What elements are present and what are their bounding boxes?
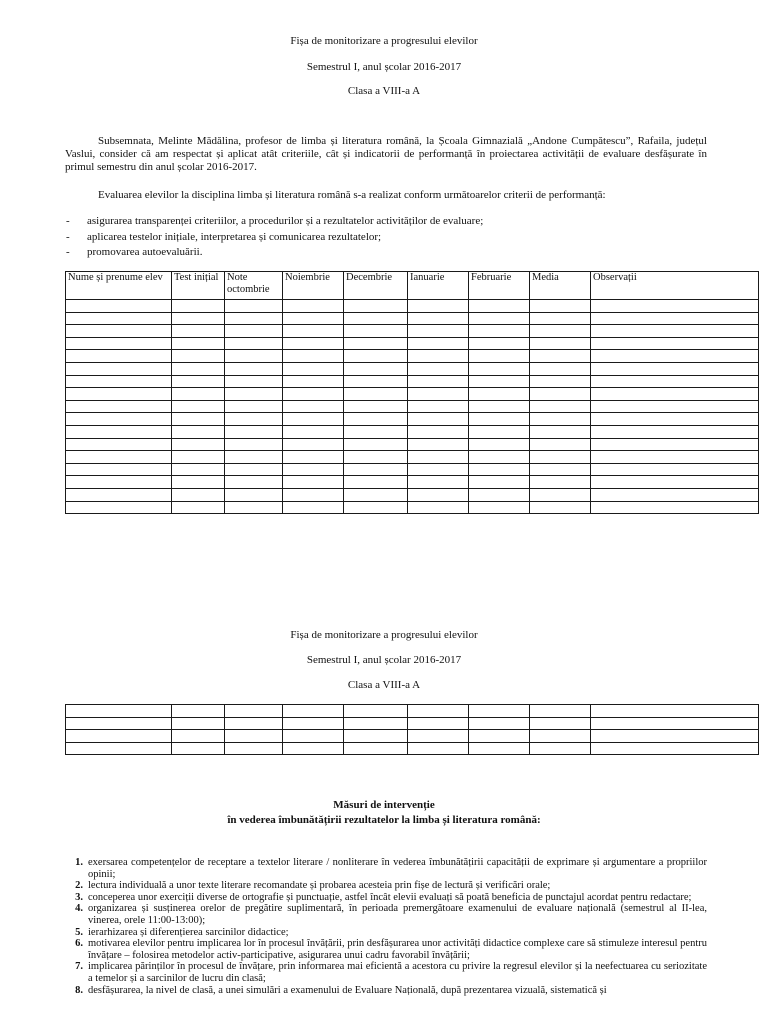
table-cell [225, 325, 283, 338]
table-cell [225, 375, 283, 388]
bullet-item: - promovarea autoevaluării. [66, 246, 203, 258]
table-cell [344, 717, 408, 730]
table-cell [591, 350, 759, 363]
table-cell [408, 337, 469, 350]
table-cell [344, 325, 408, 338]
table-cell [283, 705, 344, 718]
table-cell [469, 337, 530, 350]
table-cell [530, 438, 591, 451]
list-item: 7. implicarea părinților în procesul de învățare, prin informarea mai eficientă a acestora cu privire la regresul elevilor și la neefectuarea cu seriozitate a temelor și a sarcinilor de lucru din clasă; [75, 961, 707, 984]
table-cell [408, 501, 469, 514]
table-cell [66, 451, 172, 464]
table-row [66, 312, 759, 325]
table-cell [344, 451, 408, 464]
table-row [66, 705, 759, 718]
table-cell [344, 742, 408, 755]
table-cell [469, 350, 530, 363]
table-cell [225, 388, 283, 401]
table-cell [469, 413, 530, 426]
table-cell [408, 488, 469, 501]
class-line-2: Clasa a VIII-a A [347, 679, 421, 691]
table-cell [408, 325, 469, 338]
measures-title: Măsuri de intervenție [333, 799, 435, 811]
table-cell [344, 501, 408, 514]
table-cell [172, 705, 225, 718]
table-cell [408, 717, 469, 730]
table-cell [408, 476, 469, 489]
table-cell [469, 438, 530, 451]
measures-list [65, 857, 707, 996]
table-cell [344, 463, 408, 476]
list-item: 4. organizarea și susținerea orelor de pregătire suplimentară, în perioada premergătoare examenului de evaluare națională (semestrul al II-lea, vinerea, orele 11:00-13:00); [75, 903, 707, 926]
table-cell [530, 501, 591, 514]
table-row [66, 717, 759, 730]
table-cell [66, 501, 172, 514]
table-cell [344, 488, 408, 501]
table-cell [66, 438, 172, 451]
list-item: 1. exersarea competențelor de receptare a textelor literare / nonliterare în vederea îmbunătățirii capacității de exprimare și argumentare a propriilor opinii; [75, 857, 707, 880]
table-cell [172, 730, 225, 743]
table-cell [469, 375, 530, 388]
table-cell [172, 300, 225, 313]
table-cell [530, 375, 591, 388]
table-cell [225, 742, 283, 755]
table-cell [591, 325, 759, 338]
table-row [66, 742, 759, 755]
table-cell [344, 388, 408, 401]
table-cell [66, 375, 172, 388]
table-cell [469, 362, 530, 375]
table-row [66, 388, 759, 401]
bullet-item: - aplicarea testelor inițiale, interpretarea și comunicarea rezultatelor; [66, 231, 382, 243]
table-row [66, 413, 759, 426]
table-cell [530, 451, 591, 464]
header-november: Noiembrie [283, 272, 344, 300]
table-cell [172, 325, 225, 338]
table-cell [344, 362, 408, 375]
table-cell [66, 400, 172, 413]
table-row [66, 300, 759, 313]
header-observations: Observații [591, 272, 759, 300]
table-cell [591, 476, 759, 489]
header-january: Ianuarie [408, 272, 469, 300]
table-cell [172, 425, 225, 438]
table-cell [225, 705, 283, 718]
table-cell [344, 438, 408, 451]
table-cell [408, 400, 469, 413]
table-cell [530, 717, 591, 730]
table-cell [591, 705, 759, 718]
header-october: Note octombrie [225, 272, 283, 300]
table-cell [283, 388, 344, 401]
header-february: Februarie [469, 272, 530, 300]
table-cell [225, 413, 283, 426]
list-item: 3. conceperea unor exerciții diverse de ortografie și punctuație, astfel încât elevii evaluați să poată beneficia de punctajul acordat pentru redactare; [75, 891, 692, 903]
table-cell [283, 337, 344, 350]
table-cell [591, 425, 759, 438]
table-cell [469, 451, 530, 464]
table-cell [66, 388, 172, 401]
table-cell [283, 362, 344, 375]
table-cell [530, 730, 591, 743]
table-cell [172, 451, 225, 464]
table-cell [591, 463, 759, 476]
table-cell [225, 438, 283, 451]
table-row [66, 425, 759, 438]
table-cell [66, 730, 172, 743]
table-cell [408, 362, 469, 375]
table-cell [591, 730, 759, 743]
table-cell [225, 451, 283, 464]
table-cell [408, 463, 469, 476]
table-cell [591, 717, 759, 730]
header-name: Nume și prenume elev [66, 272, 172, 300]
header-average: Media [530, 272, 591, 300]
table-row [66, 488, 759, 501]
table-cell [591, 337, 759, 350]
table-cell [469, 463, 530, 476]
table-cell [172, 388, 225, 401]
table-cell [66, 350, 172, 363]
table-row [66, 501, 759, 514]
table-cell [283, 438, 344, 451]
table-cell [66, 717, 172, 730]
table-cell [283, 325, 344, 338]
table-cell [591, 312, 759, 325]
table-cell [591, 300, 759, 313]
table-cell [344, 350, 408, 363]
list-item: 5. ierarhizarea și diferențierea sarcinilor didactice; [75, 926, 289, 938]
table-cell [172, 413, 225, 426]
table-row [66, 375, 759, 388]
table-cell [408, 425, 469, 438]
table-cell [344, 400, 408, 413]
table-cell [66, 325, 172, 338]
table-cell [408, 705, 469, 718]
table-cell [283, 717, 344, 730]
table-cell [469, 717, 530, 730]
table-cell [225, 501, 283, 514]
table-cell [283, 501, 344, 514]
table-row [66, 451, 759, 464]
table-cell [344, 730, 408, 743]
table-cell [172, 362, 225, 375]
table-cell [344, 375, 408, 388]
table-cell [225, 488, 283, 501]
table-cell [172, 375, 225, 388]
table-cell [530, 413, 591, 426]
table-cell [283, 375, 344, 388]
table-cell [408, 350, 469, 363]
table-cell [530, 742, 591, 755]
table-cell [66, 300, 172, 313]
table-cell [469, 501, 530, 514]
table-cell [66, 425, 172, 438]
table-cell [225, 337, 283, 350]
table-cell [283, 413, 344, 426]
table-cell [408, 413, 469, 426]
table-cell [283, 742, 344, 755]
table-cell [66, 312, 172, 325]
table-cell [530, 425, 591, 438]
table-cell [469, 300, 530, 313]
table-row [66, 438, 759, 451]
table-cell [469, 476, 530, 489]
table-cell [283, 350, 344, 363]
table-cell [172, 488, 225, 501]
table-cell [591, 400, 759, 413]
table-cell [591, 451, 759, 464]
table-cell [591, 413, 759, 426]
list-item: 6. motivarea elevilor pentru implicarea lor în procesul învățării, prin desfășurarea unor activități didactice complexe care să stimuleze interesul pentru învățare – folosirea metodelor activ-participative, asigurarea unui cadru favorabil învățării; [75, 938, 707, 961]
table-cell [283, 312, 344, 325]
table-cell [225, 463, 283, 476]
table-cell [283, 425, 344, 438]
table-cell [283, 463, 344, 476]
table-cell [225, 362, 283, 375]
table-cell [530, 312, 591, 325]
table-cell [66, 337, 172, 350]
empty-table [65, 704, 759, 755]
measures-subtitle: în vederea îmbunătățirii rezultatelor la limba și literatura română: [227, 814, 541, 826]
semester-line-2: Semestrul I, anul școlar 2016-2017 [306, 654, 462, 666]
bullet-item: - asigurarea transparenței criteriilor, a procedurilor și a rezultatelor activităților de evaluare; [66, 215, 484, 227]
intro-paragraph: Subsemnata, Melinte Mădălina, profesor de limba și literatura română, la Școala Gimnazială „Andone Cumpătescu”, Rafaila, județul Vaslui, consider că am respectat și aplicat atât criteriile, cât și indicatorii de performanță în proiectarea activității de evaluare desfășurate în primul semestru din anul școlar 2016-2017. [65, 135, 707, 173]
table-cell [66, 705, 172, 718]
table-cell [172, 501, 225, 514]
table-row [66, 362, 759, 375]
table-cell [172, 438, 225, 451]
table-row [66, 476, 759, 489]
table-row [66, 337, 759, 350]
table-cell [469, 400, 530, 413]
table-cell [344, 337, 408, 350]
table-cell [283, 400, 344, 413]
table-cell [225, 312, 283, 325]
document-title: Fișa de monitorizare a progresului elevilor [290, 35, 478, 47]
table-cell [530, 705, 591, 718]
table-row [66, 463, 759, 476]
table-cell [225, 300, 283, 313]
table-cell [66, 476, 172, 489]
table-cell [591, 375, 759, 388]
table-cell [591, 388, 759, 401]
table-header-row [66, 272, 759, 300]
table-cell [469, 312, 530, 325]
table-cell [530, 350, 591, 363]
header-initial-test: Test inițial [172, 272, 225, 300]
table-cell [225, 400, 283, 413]
table-cell [283, 300, 344, 313]
table-cell [530, 476, 591, 489]
table-cell [283, 730, 344, 743]
table-cell [408, 451, 469, 464]
table-cell [66, 362, 172, 375]
table-cell [530, 300, 591, 313]
table-cell [283, 451, 344, 464]
table-cell [172, 717, 225, 730]
table-cell [225, 476, 283, 489]
table-cell [283, 476, 344, 489]
table-cell [530, 388, 591, 401]
criteria-paragraph: Evaluarea elevilor la disciplina limba și literatura română s-a realizat conform următoarelor criterii de performanță: [98, 189, 606, 201]
table-cell [344, 312, 408, 325]
table-cell [225, 350, 283, 363]
table-cell [530, 463, 591, 476]
document-title-2: Fișa de monitorizare a progresului elevilor [290, 629, 478, 641]
table-cell [530, 400, 591, 413]
table-cell [172, 337, 225, 350]
table-cell [344, 425, 408, 438]
table-cell [469, 388, 530, 401]
table-cell [591, 438, 759, 451]
table-cell [344, 476, 408, 489]
table-row [66, 325, 759, 338]
table-cell [66, 413, 172, 426]
table-cell [172, 312, 225, 325]
monitoring-table [65, 271, 759, 514]
table-cell [408, 742, 469, 755]
table-cell [469, 488, 530, 501]
table-cell [408, 312, 469, 325]
list-item: 8. desfășurarea, la nivel de clasă, a unei simulări a examenului de Evaluare Națională, după prezentarea vizuală, sistematică și [75, 984, 607, 996]
table-cell [344, 705, 408, 718]
table-cell [66, 488, 172, 501]
table-cell [469, 705, 530, 718]
table-cell [225, 425, 283, 438]
table-cell [408, 300, 469, 313]
table-cell [469, 425, 530, 438]
table-cell [469, 325, 530, 338]
table-cell [172, 742, 225, 755]
table-row [66, 350, 759, 363]
table-cell [344, 300, 408, 313]
table-cell [172, 463, 225, 476]
table-cell [66, 463, 172, 476]
table-cell [469, 742, 530, 755]
table-cell [591, 488, 759, 501]
list-item: 2. lectura individuală a unor texte literare recomandate și probarea acesteia prin fișe de lectură și verificări orale; [75, 880, 551, 892]
table-cell [172, 476, 225, 489]
table-cell [225, 717, 283, 730]
table-cell [530, 325, 591, 338]
table-cell [66, 742, 172, 755]
table-cell [530, 362, 591, 375]
table-cell [225, 730, 283, 743]
table-cell [172, 400, 225, 413]
table-cell [469, 730, 530, 743]
table-cell [408, 375, 469, 388]
table-cell [344, 413, 408, 426]
table-cell [408, 438, 469, 451]
table-cell [283, 488, 344, 501]
table-cell [530, 488, 591, 501]
header-december: Decembrie [344, 272, 408, 300]
table-row [66, 730, 759, 743]
table-cell [408, 388, 469, 401]
class-line: Clasa a VIII-a A [347, 85, 421, 97]
table-cell [172, 350, 225, 363]
table-cell [408, 730, 469, 743]
table-cell [591, 742, 759, 755]
table-cell [530, 337, 591, 350]
table-row [66, 400, 759, 413]
table-cell [591, 501, 759, 514]
semester-line: Semestrul I, anul școlar 2016-2017 [306, 61, 462, 73]
table-cell [591, 362, 759, 375]
